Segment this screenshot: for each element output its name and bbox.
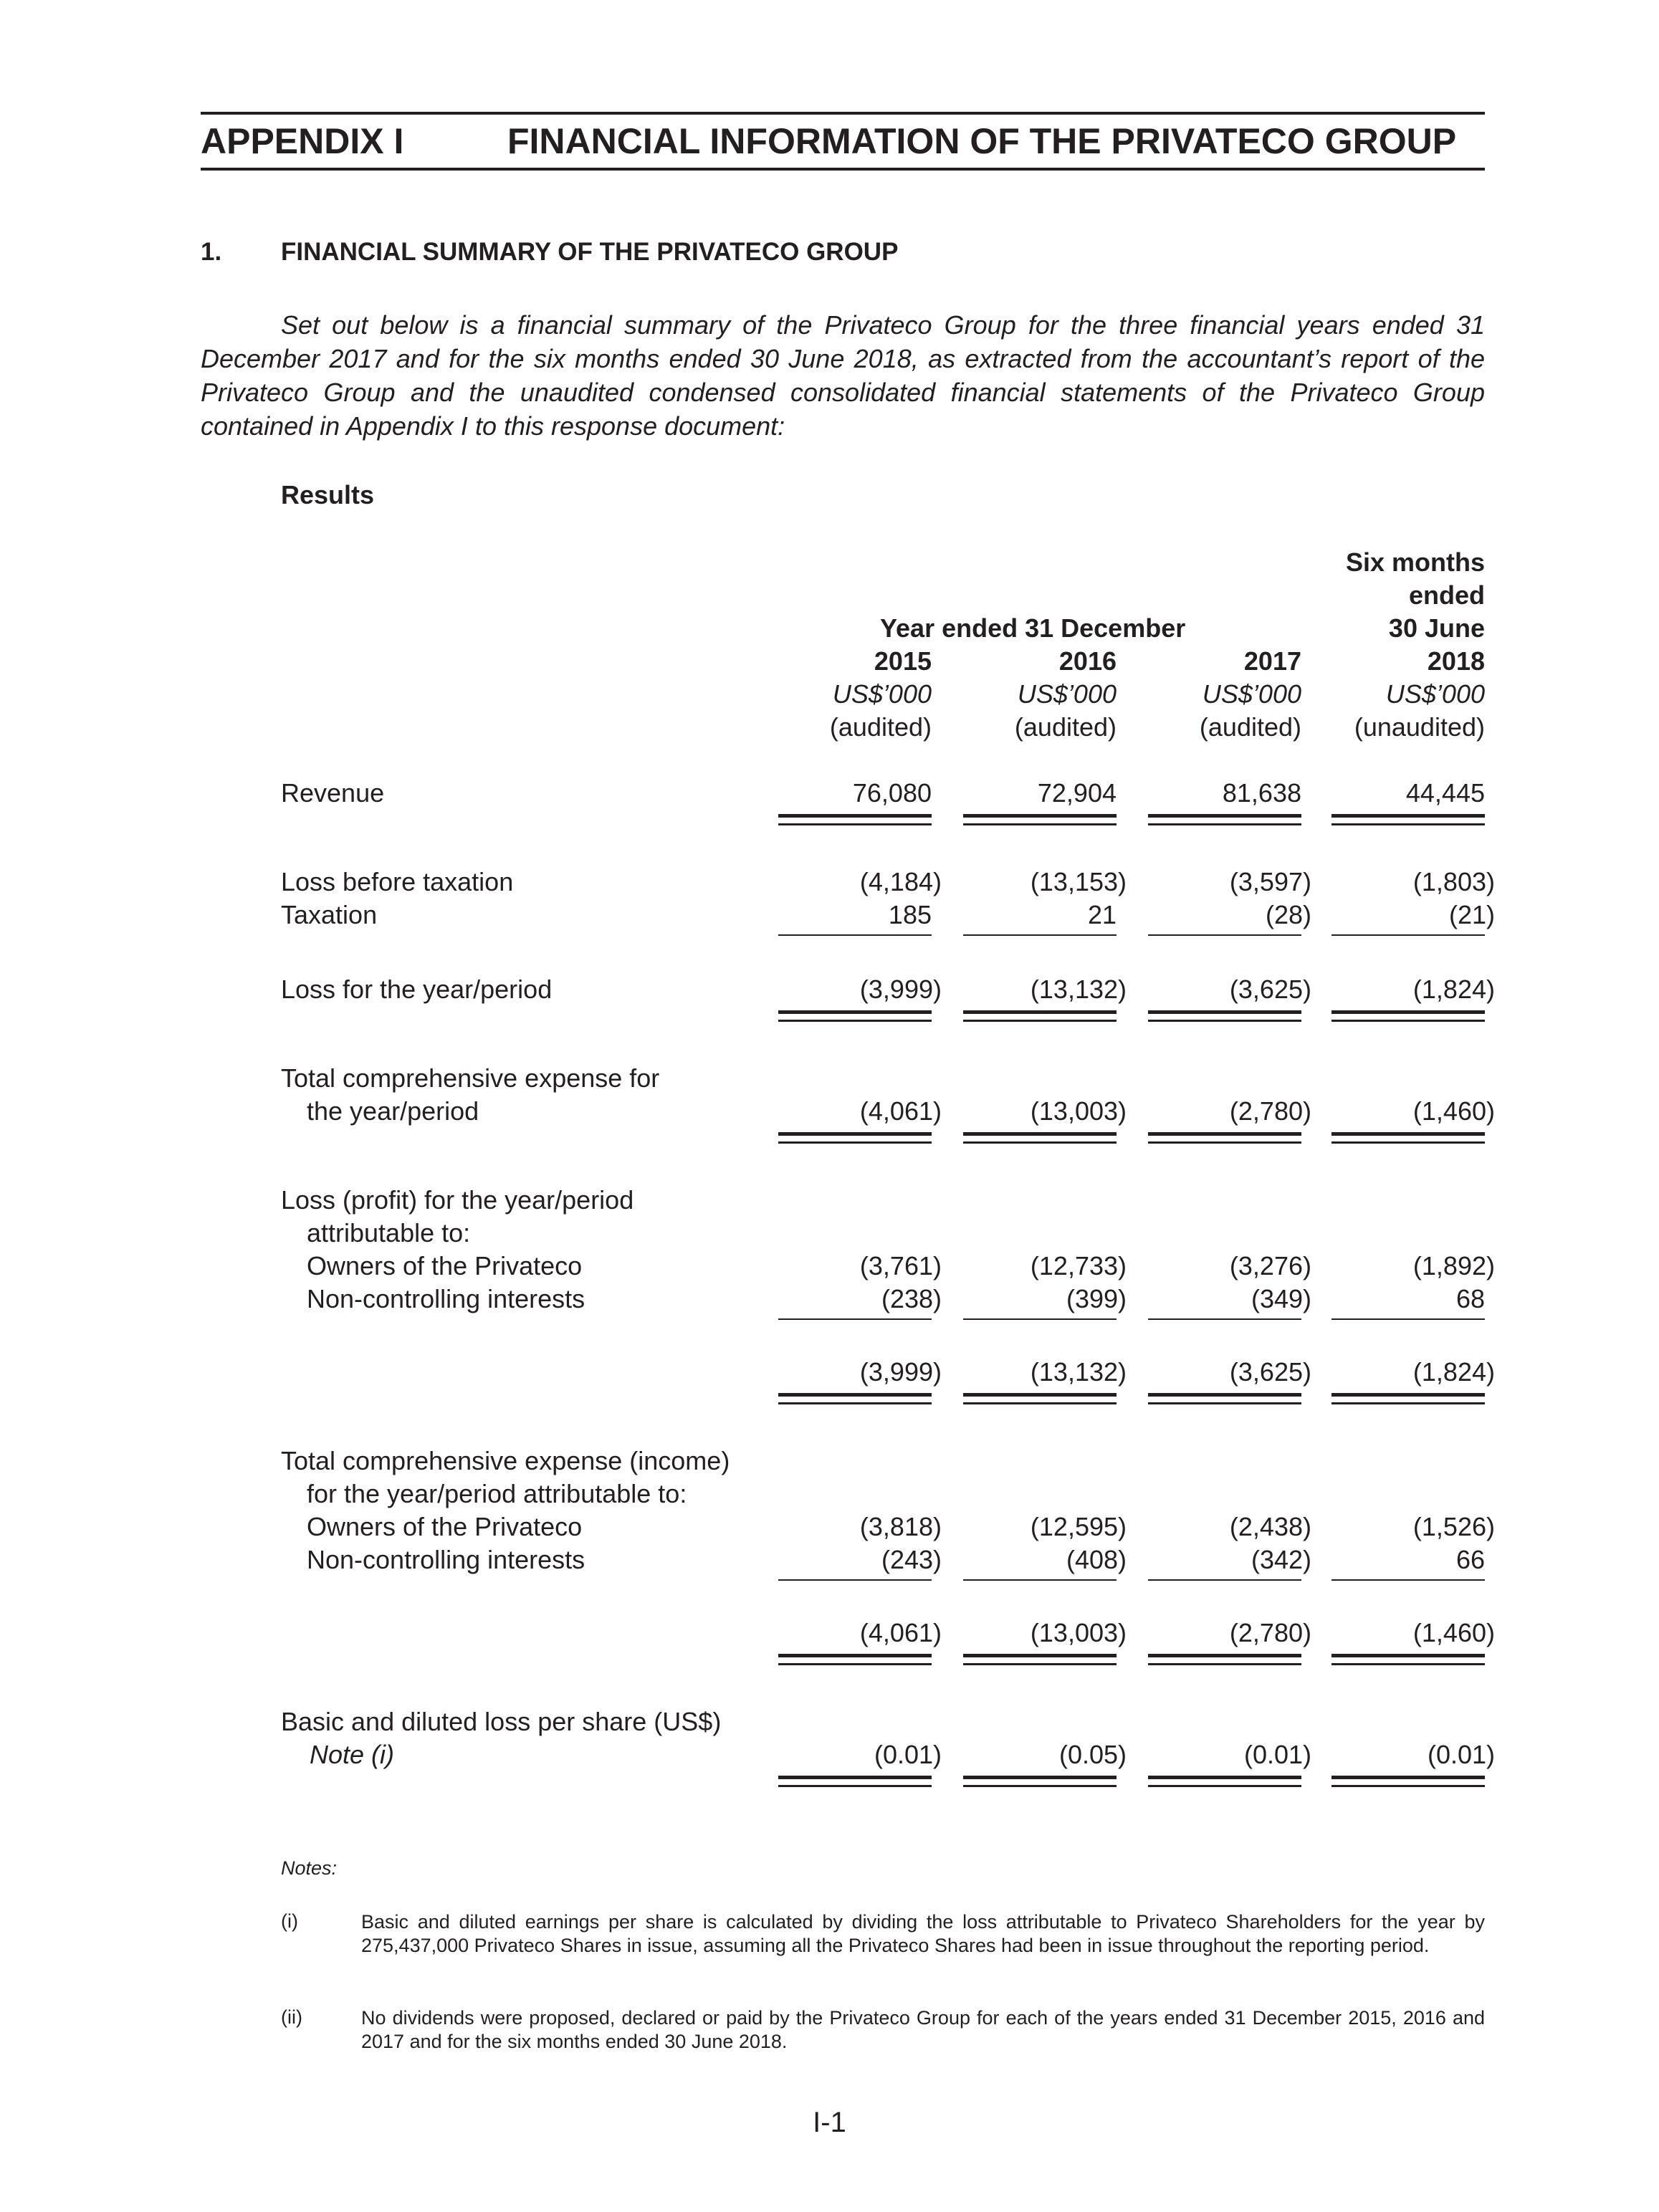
cell-total-comprehensive-expense-2015: (4,061) xyxy=(859,1096,942,1126)
cell-loss-attributable-total-2016: (13,132) xyxy=(1030,1357,1127,1387)
single-rule xyxy=(1148,1579,1301,1581)
double-rule xyxy=(963,814,1117,825)
cell-loss-attributable-total-2018: (1,824) xyxy=(1412,1357,1495,1387)
cell-loss-per-share-2018: (0.01) xyxy=(1427,1740,1495,1769)
double-rule xyxy=(1148,1776,1301,1787)
double-rule xyxy=(1148,814,1301,825)
cell-owners-tce-2018: (1,526) xyxy=(1412,1512,1495,1541)
cell-total-comprehensive-expense-2017: (2,780) xyxy=(1229,1096,1311,1126)
row-label-total-comprehensive-expense: Total comprehensive expense for xyxy=(281,1063,660,1093)
cell-nci-loss-2017: (349) xyxy=(1251,1284,1311,1313)
row-label-loss-attributable-cont: attributable to: xyxy=(307,1218,471,1248)
cell-revenue-2018: 44,445 xyxy=(1405,778,1485,808)
section-heading: FINANCIAL SUMMARY OF THE PRIVATECO GROUP xyxy=(281,238,899,266)
single-rule xyxy=(1148,1318,1301,1320)
double-rule xyxy=(1331,1132,1485,1144)
cell-loss-before-taxation-2018: (1,803) xyxy=(1412,867,1495,896)
cell-tce-attributable-total-2018: (1,460) xyxy=(1412,1618,1495,1647)
row-label-tce-attributable-cont: for the year/period attributable to: xyxy=(307,1479,687,1508)
cell-loss-before-taxation-2015: (4,184) xyxy=(859,867,942,896)
unit-header-2017: US$’000 xyxy=(1202,679,1301,709)
section-number: 1. xyxy=(201,238,222,266)
basis-header-2018: (unaudited) xyxy=(1354,712,1485,742)
cell-owners-loss-2018: (1,892) xyxy=(1412,1251,1495,1280)
cell-loss-per-share-2017: (0.01) xyxy=(1243,1740,1311,1769)
cell-loss-for-period-2018: (1,824) xyxy=(1412,975,1495,1004)
cell-owners-tce-2015: (3,818) xyxy=(859,1512,942,1541)
row-label-loss-before-taxation: Loss before taxation xyxy=(281,867,514,896)
double-rule xyxy=(1331,1393,1485,1404)
double-rule xyxy=(778,1776,932,1787)
row-label-loss-per-share-note: Note (i) xyxy=(310,1740,395,1769)
cell-total-comprehensive-expense-2018: (1,460) xyxy=(1412,1096,1495,1126)
note-marker: (ii) xyxy=(281,2006,302,2028)
year-header-2017: 2017 xyxy=(1243,646,1301,676)
cell-tce-attributable-total-2016: (13,003) xyxy=(1030,1618,1127,1647)
cell-loss-for-period-2015: (3,999) xyxy=(859,975,942,1004)
cell-taxation-2017: (28) xyxy=(1265,900,1311,929)
period-header-line-2: ended xyxy=(1408,580,1485,610)
single-rule xyxy=(963,1579,1117,1581)
double-rule xyxy=(1331,1654,1485,1665)
row-label-revenue: Revenue xyxy=(281,778,385,808)
double-rule xyxy=(1148,1393,1301,1404)
note-marker: (i) xyxy=(281,1910,298,1932)
cell-nci-tce-2017: (342) xyxy=(1251,1545,1311,1574)
single-rule xyxy=(778,1318,932,1320)
cell-loss-per-share-2016: (0.05) xyxy=(1058,1740,1127,1769)
notes-label: Notes: xyxy=(281,1857,338,1879)
year-header-2015: 2015 xyxy=(874,646,932,676)
unit-header-2018: US$’000 xyxy=(1385,679,1485,709)
cell-owners-loss-2015: (3,761) xyxy=(859,1251,942,1280)
double-rule xyxy=(963,1010,1117,1022)
row-label-owners: Owners of the Privateco xyxy=(307,1512,583,1541)
period-header-line-1: Six months xyxy=(1345,547,1485,577)
single-rule xyxy=(963,1318,1117,1320)
single-rule xyxy=(1331,1579,1485,1581)
cell-loss-before-taxation-2017: (3,597) xyxy=(1229,867,1311,896)
row-label-non-controlling: Non-controlling interests xyxy=(307,1545,585,1574)
cell-total-comprehensive-expense-2016: (13,003) xyxy=(1030,1096,1127,1126)
single-rule xyxy=(778,934,932,936)
row-label-total-comprehensive-expense-cont: the year/period xyxy=(307,1096,479,1126)
cell-nci-loss-2015: (238) xyxy=(881,1284,942,1313)
cell-loss-before-taxation-2016: (13,153) xyxy=(1030,867,1127,896)
cell-revenue-2016: 72,904 xyxy=(1037,778,1117,808)
cell-tce-attributable-total-2017: (2,780) xyxy=(1229,1618,1311,1647)
row-label-loss-for-period: Loss for the year/period xyxy=(281,975,553,1004)
double-rule xyxy=(963,1654,1117,1665)
row-label-tce-attributable: Total comprehensive expense (income) xyxy=(281,1446,730,1475)
double-rule xyxy=(778,1393,932,1404)
double-rule xyxy=(778,1132,932,1144)
unit-header-2016: US$’000 xyxy=(1017,679,1117,709)
cell-owners-tce-2016: (12,595) xyxy=(1030,1512,1127,1541)
unit-header-2015: US$’000 xyxy=(832,679,932,709)
cell-loss-attributable-total-2015: (3,999) xyxy=(859,1357,942,1387)
cell-nci-tce-2015: (243) xyxy=(881,1545,942,1574)
single-rule xyxy=(1148,934,1301,936)
single-rule xyxy=(963,934,1117,936)
double-rule xyxy=(778,814,932,825)
appendix-label: APPENDIX I xyxy=(201,121,404,161)
double-rule xyxy=(1148,1654,1301,1665)
double-rule xyxy=(1331,1010,1485,1022)
appendix-title: FINANCIAL INFORMATION OF THE PRIVATECO GROUP xyxy=(507,121,1457,161)
single-rule xyxy=(1331,934,1485,936)
cell-taxation-2016: 21 xyxy=(1087,900,1117,929)
results-heading: Results xyxy=(281,480,375,509)
double-rule xyxy=(1148,1010,1301,1022)
row-label-loss-attributable: Loss (profit) for the year/period xyxy=(281,1185,634,1215)
row-label-taxation: Taxation xyxy=(281,900,378,929)
row-label-owners: Owners of the Privateco xyxy=(307,1251,583,1280)
cell-revenue-2017: 81,638 xyxy=(1222,778,1301,808)
cell-revenue-2015: 76,080 xyxy=(852,778,932,808)
cell-loss-per-share-2015: (0.01) xyxy=(874,1740,942,1769)
double-rule xyxy=(963,1132,1117,1144)
row-label-non-controlling: Non-controlling interests xyxy=(307,1284,585,1313)
double-rule xyxy=(1331,814,1485,825)
cell-loss-for-period-2017: (3,625) xyxy=(1229,975,1311,1004)
double-rule xyxy=(963,1776,1117,1787)
double-rule xyxy=(1331,1776,1485,1787)
basis-header-2015: (audited) xyxy=(829,712,932,742)
cell-owners-loss-2017: (3,276) xyxy=(1229,1251,1311,1280)
row-label-loss-per-share: Basic and diluted loss per share (US$) xyxy=(281,1707,722,1736)
double-rule xyxy=(778,1654,932,1665)
cell-nci-loss-2018: 68 xyxy=(1455,1284,1485,1313)
cell-taxation-2018: (21) xyxy=(1448,900,1495,929)
year-header-2018: 2018 xyxy=(1427,646,1485,676)
page-number: I-1 xyxy=(813,2107,846,2138)
note-text: Basic and diluted earnings per share is calculated by dividing the loss attributable to Privateco Shareholders for the year by 275,437,000 Privateco Shares in issue, assuming all the Privateco Shares had been in issue throughout the reporting period. xyxy=(361,1911,1485,1956)
cell-loss-for-period-2016: (13,132) xyxy=(1030,975,1127,1004)
cell-nci-tce-2018: 66 xyxy=(1455,1545,1485,1574)
double-rule xyxy=(1148,1132,1301,1144)
year-group-header: Year ended 31 December xyxy=(880,613,1186,643)
year-header-2016: 2016 xyxy=(1058,646,1117,676)
cell-nci-tce-2016: (408) xyxy=(1066,1545,1127,1574)
double-rule xyxy=(778,1010,932,1022)
double-rule xyxy=(963,1393,1117,1404)
cell-owners-loss-2016: (12,733) xyxy=(1030,1251,1127,1280)
cell-loss-attributable-total-2017: (3,625) xyxy=(1229,1357,1311,1387)
single-rule xyxy=(778,1579,932,1581)
header-bottom-rule xyxy=(201,168,1485,171)
period-header-line-3: 30 June xyxy=(1388,613,1485,643)
basis-header-2017: (audited) xyxy=(1199,712,1301,742)
single-rule xyxy=(1331,1318,1485,1320)
header-top-rule xyxy=(201,112,1485,115)
intro-paragraph: Set out below is a financial summary of the Privateco Group for the three financial years ended 31 December 2017 and for the six months ended 30 June 2018, as extracted from the accountant’s report of the Privateco Group and the unaudited condensed consolidated financial statements of the Privateco Group contained in Appendix I to this response document: xyxy=(201,310,1485,441)
cell-nci-loss-2016: (399) xyxy=(1066,1284,1127,1313)
cell-tce-attributable-total-2015: (4,061) xyxy=(859,1618,942,1647)
cell-taxation-2015: 185 xyxy=(888,900,932,929)
note-text: No dividends were proposed, declared or paid by the Privateco Group for each of the years ended 31 December 2015, 2016 and 2017 and for the six months ended 30 June 2018. xyxy=(361,2007,1485,2052)
basis-header-2016: (audited) xyxy=(1014,712,1117,742)
cell-owners-tce-2017: (2,438) xyxy=(1229,1512,1311,1541)
